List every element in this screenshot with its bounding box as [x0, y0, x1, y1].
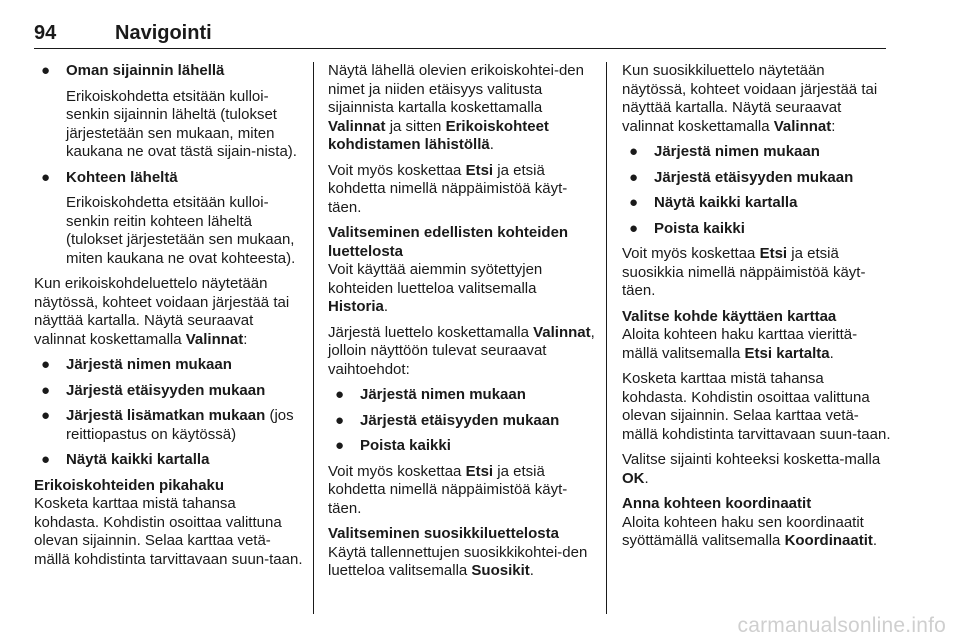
bullet-icon: ●	[629, 194, 639, 211]
bullet-icon: ●	[335, 411, 345, 429]
list-item-body: Erikoiskohdetta etsitään kulloi-senkin sijainnin läheltä (tulokset järjestetään sen mukaan, miten kaukana ne ovat tästä sijain-nista).	[66, 87, 297, 160]
bullet-icon: ●	[41, 407, 51, 424]
bullet-icon: ●	[41, 381, 51, 399]
paragraph: Kun erikoiskohdeluettelo näytetään näytössä, kohteet voidaan järjestää tai näyttää kartalla. Näytä seuraavat valinnat koskettamalla Valinnat:	[34, 275, 290, 348]
paragraph: Voit myös koskettaa Etsi ja etsiä kohdetta nimellä näppäimistöä käyt-täen.	[328, 462, 568, 517]
list-item: ● Järjestä nimen mukaan	[335, 386, 526, 403]
paragraph: Järjestä luettelo koskettamalla Valinnat, jolloin näyttöön tulevat seuraavat vaihtoehdot:	[328, 323, 595, 378]
column-divider	[313, 62, 314, 614]
paragraph: Aloita kohteen haku karttaa vierittä-mällä valitsemalla Etsi kartalta.	[622, 326, 858, 362]
paragraph: Kosketa karttaa mistä tahansa kohdasta. Kohdistin osoittaa valittuna olevan sijainnin. Selaa karttaa vetä-mällä kohdistinta tarvittavaan suun-taan.	[622, 370, 891, 443]
paragraph: Näytä lähellä olevien erikoiskohtei-den nimet ja niiden etäisyys valitusta sijainnista kartalla koskettamalla Valinnat ja sitten Erikoiskohteet kohdistamen lähistöllä.	[328, 62, 584, 153]
column-2	[328, 62, 596, 588]
bullet-icon: ●	[41, 62, 51, 79]
paragraph: Valitse sijainti kohteeksi kosketta-malla OK.	[622, 451, 881, 487]
section-heading: Anna kohteen koordinaatit	[622, 495, 812, 512]
paragraph: Kosketa karttaa mistä tahansa kohdasta. Kohdistin osoittaa valittuna olevan sijainnin. Selaa karttaa vetä-mällä kohdistinta tarvittavaan suun-taan.	[34, 495, 303, 568]
paragraph: Kun suosikkiluettelo näytetään näytössä, kohteet voidaan järjestää tai näyttää kartalla. Näytä seuraavat valinnat koskettamalla Valinnat:	[622, 62, 878, 135]
column-1	[34, 62, 304, 576]
bullet-icon: ●	[629, 168, 639, 186]
list-item: ● Näytä kaikki kartalla	[41, 451, 210, 468]
list-item-body: Erikoiskohdetta etsitään kulloi-senkin reitin kohteen läheltä (tulokset järjestetään sen mukaan, miten kaukana ne ovat kohteesta).	[66, 194, 296, 267]
page-number: 94	[34, 22, 57, 44]
section-heading: Erikoiskohteiden pikahaku	[34, 476, 225, 494]
list-item: ● Poista kaikki	[629, 219, 745, 237]
column-3	[622, 62, 892, 558]
section-heading: Valitseminen suosikkiluettelosta	[328, 525, 559, 542]
bullet-icon: ●	[335, 386, 345, 403]
list-item	[34, 62, 304, 162]
list-item-title: Oman sijainnin lähellä	[66, 62, 225, 79]
list-item	[34, 169, 304, 269]
keyword: Valinnat	[185, 330, 244, 348]
paragraph: Käytä tallennettujen suosikkikohtei-den luetteloa valitsemalla Suosikit.	[328, 543, 588, 579]
list-item: ● Poista kaikki	[335, 437, 451, 454]
list-item: ● Järjestä etäisyyden mukaan	[335, 411, 560, 429]
section-heading: Valitse kohde käyttäen karttaa	[622, 307, 837, 325]
list-item: ● Järjestä nimen mukaan	[629, 143, 820, 160]
list-item: ● Järjestä etäisyyden mukaan	[41, 381, 266, 399]
column-divider	[606, 62, 607, 614]
page-title: Navigointi	[115, 22, 212, 44]
paragraph: Voit käyttää aiemmin syötettyjen kohteiden luetteloa valitsemalla Historia.	[328, 261, 543, 315]
paragraph: Voit myös koskettaa Etsi ja etsiä suosikkia nimellä näppäimistöä käyt-täen.	[622, 245, 866, 299]
list-item: ● Järjestä lisämatkan mukaan (jos reittiopastus on käytössä)	[41, 407, 294, 443]
paragraph: Aloita kohteen haku sen koordinaatit syöttämällä valitsemalla Koordinaatit.	[622, 513, 878, 549]
bullet-icon: ●	[41, 168, 51, 186]
section-heading: Valitseminen edellisten kohteiden luettelosta	[328, 224, 569, 260]
bullet-icon: ●	[629, 143, 639, 160]
bullet-icon: ●	[629, 219, 639, 237]
watermark: carmanualsonline.info	[737, 614, 946, 637]
page-header	[34, 18, 886, 49]
list-item-title: Kohteen läheltä	[66, 168, 178, 186]
bullet-icon: ●	[335, 437, 345, 454]
list-item: ● Järjestä etäisyyden mukaan	[629, 168, 854, 186]
bullet-icon: ●	[41, 451, 51, 468]
paragraph: Voit myös koskettaa Etsi ja etsiä kohdetta nimellä näppäimistöä käyt-täen.	[328, 161, 568, 216]
bullet-icon: ●	[41, 356, 51, 373]
list-item: ● Näytä kaikki kartalla	[629, 194, 798, 211]
list-item: ● Järjestä nimen mukaan	[41, 356, 232, 373]
